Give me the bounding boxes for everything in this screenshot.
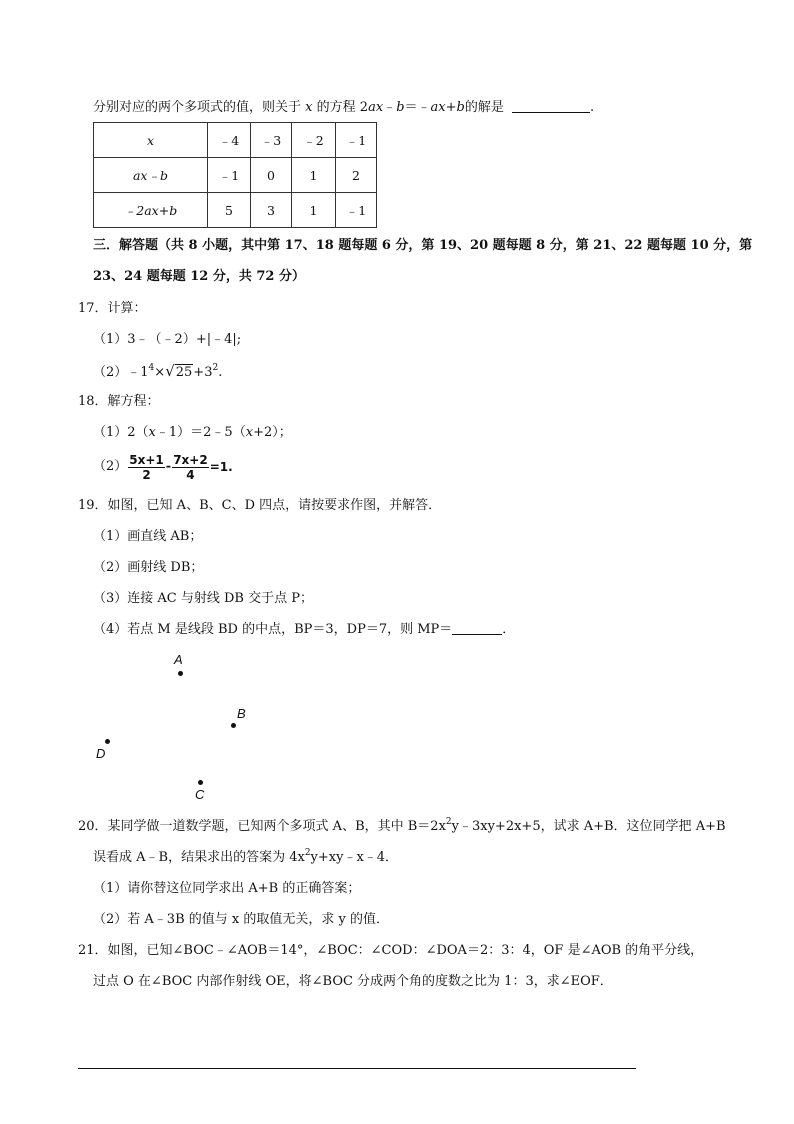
q18-part1: （1）2（x﹣1）＝2﹣5（x+2）； <box>93 425 292 440</box>
q18-part2: （2） $\frac{5x+1}{2}$ - $\frac{7x+2}{4}$ =1. <box>93 452 233 482</box>
answer-blank <box>512 112 590 113</box>
q20-part1: （1）请你替这位同学求出 A+B 的正确答案； <box>93 881 361 896</box>
table-row: ax﹣b ﹣1 0 1 2 <box>94 158 377 193</box>
q21-line1: 21．如图，已知∠BOC﹣∠AOB＝14°，∠BOC：∠COD：∠DOA＝2：3：4，OF 是∠AOB 的角平分线， <box>78 943 704 958</box>
q17-title: 17．计算： <box>78 301 147 316</box>
q19-part3: （3）连接 AC 与射线 DB 交于点 P； <box>93 591 313 606</box>
point-c <box>198 780 203 785</box>
q19-part2: （2）画射线 DB； <box>93 560 204 575</box>
q19-part1: （1）画直线 AB； <box>93 529 203 544</box>
fraction: $\frac{7x+2}{4}$ <box>173 452 208 482</box>
value-table <box>93 122 377 228</box>
answer-blank <box>452 634 502 635</box>
q21-line2: 过点 O 在∠BOC 内部作射线 OE，将∠BOC 分成两个角的度数之比为 1：3，求∠EOF． <box>93 974 613 989</box>
point-label-a: A <box>174 652 183 667</box>
point-a <box>178 671 183 676</box>
point-label-b: B <box>237 706 246 721</box>
section-heading-cont: 23、24 题每题 12 分，共 72 分） <box>93 269 305 284</box>
q19-title: 19．如图，已知 A、B、C、D 四点，请按要求作图，并解答． <box>78 498 442 513</box>
point-d <box>105 739 110 744</box>
q20-line2: 误看成 A﹣B，结果求出的答案为 $4x^2y+xy﹣x﹣4$． <box>93 848 399 865</box>
q19-part4: （4）若点 M 是线段 BD 的中点，BP＝3，DP＝7，则 MP＝ ． <box>93 622 516 637</box>
q17-part1: （1）3﹣（﹣2）+|﹣4|; <box>93 332 242 347</box>
point-label-d: D <box>96 746 106 761</box>
table-row: x ﹣4 ﹣3 ﹣2 ﹣1 <box>94 123 377 158</box>
point-label-c: C <box>195 787 205 802</box>
q16-text: 分别对应的两个多项式的值，则关于 x 的方程 2ax﹣b＝﹣ax+b的解是 . <box>93 100 595 115</box>
q17-part2: $(2)﹣1^4\times√25+3^2$. <box>93 362 223 380</box>
q20-line1: 20．某同学做一道数学题，已知两个多项式 A、B，其中 $B=2x^2y﹣3xy+2x+5$，试求 A+B．这位同学把 A+B <box>78 817 726 834</box>
q20-part2: （2）若 A﹣3B 的值与 x 的取值无关，求 y 的值． <box>93 912 389 927</box>
footer-rule <box>78 1068 636 1069</box>
fraction: $\frac{5x+1}{2}$ <box>129 452 164 482</box>
point-b <box>231 723 236 728</box>
q18-title: 18．解方程： <box>78 394 160 409</box>
section-heading: 三．解答题（共 8 小题，其中第 17、18 题每题 6 分，第 19、20 题每题 8 分，第 21、22 题每题 10 分，第 <box>93 238 753 253</box>
table-row: ﹣2ax+b 5 3 1 ﹣1 <box>94 193 377 228</box>
